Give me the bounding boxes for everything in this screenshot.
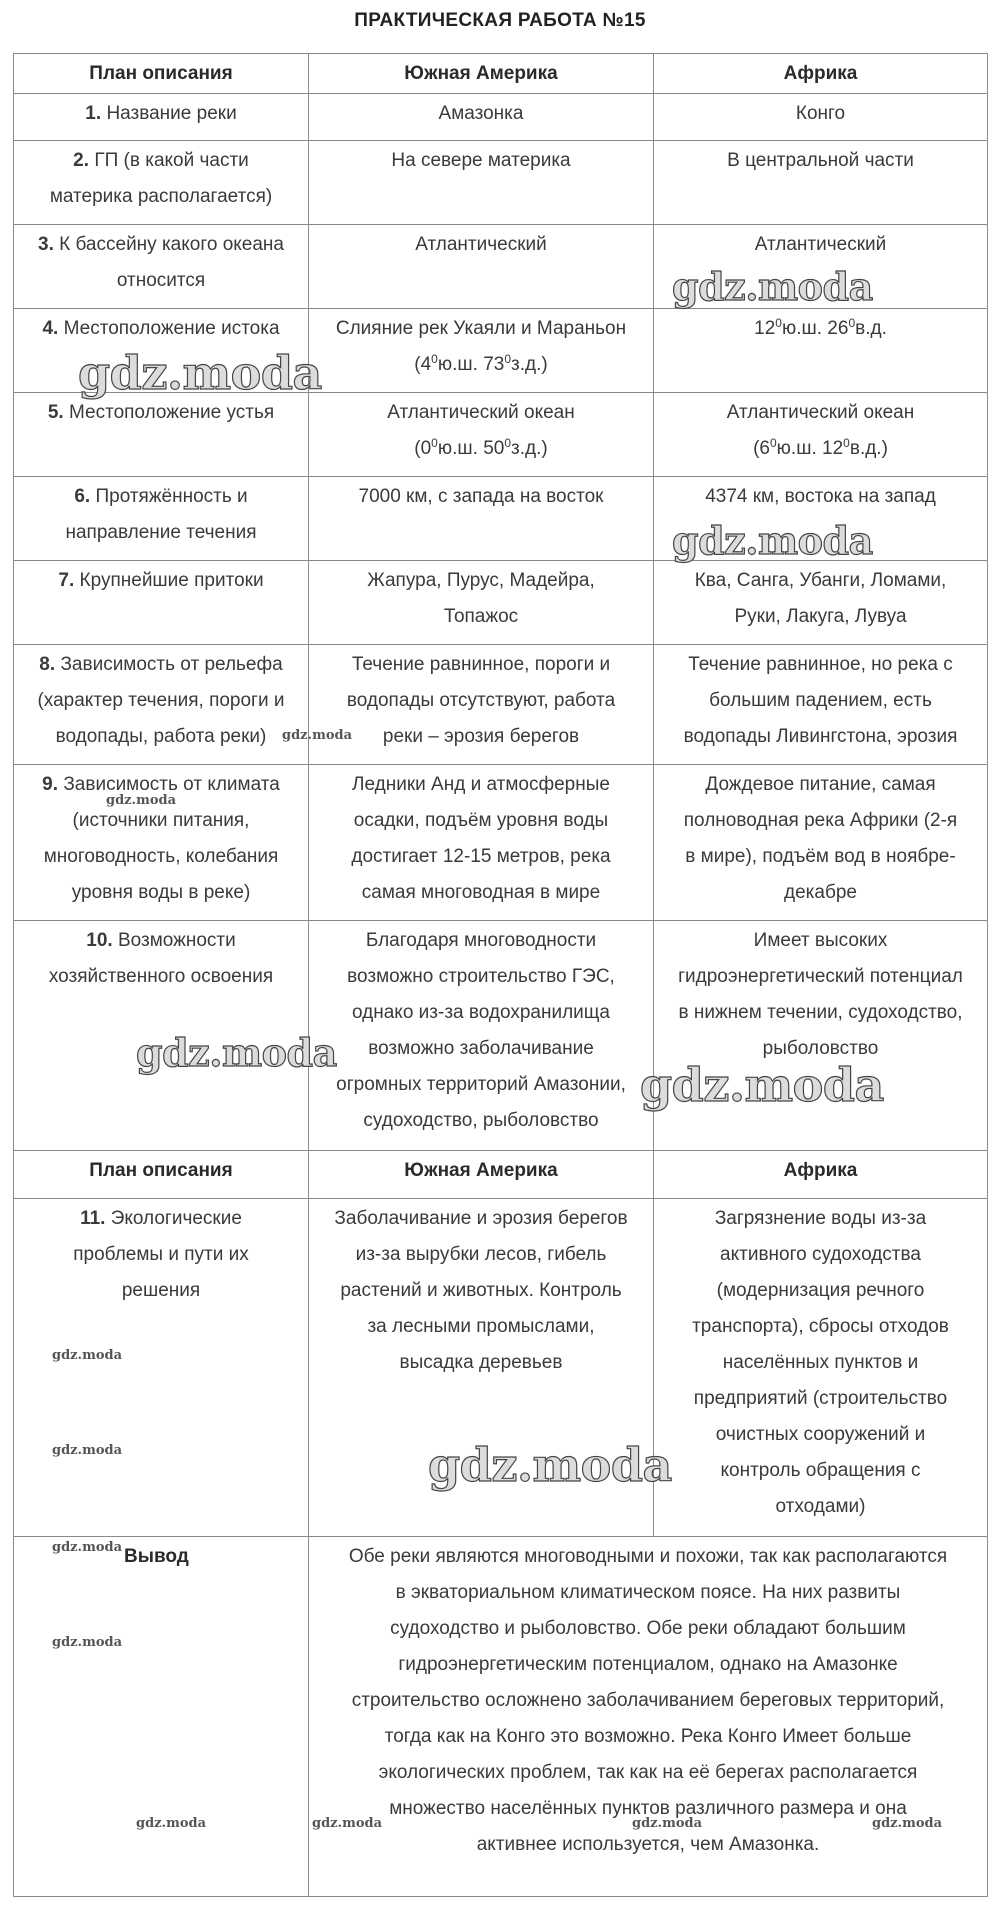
- row-number: 9.: [42, 774, 59, 795]
- watermark: gdz.moda: [632, 1816, 703, 1831]
- cell-africa: 4374 км, востока на запад: [654, 477, 988, 561]
- cell-south-america: Заболачивание и эрозия берегов из-за вырубки лесов, гибель растений и животных. Контроль за лесными промыслами, высадка деревьев: [309, 1199, 654, 1537]
- table-row: [14, 393, 988, 477]
- coordinates: ($0^0ю.ш$. $50^0з.д$.): [414, 436, 548, 459]
- row-label-text: относится: [116, 270, 206, 291]
- header-plan: План описания: [14, 1151, 309, 1199]
- row-number: 7.: [58, 570, 75, 591]
- row-label-text: Протяжённость и: [95, 486, 248, 507]
- watermark: gdz.moda: [52, 1348, 123, 1363]
- row-number: 6.: [74, 486, 91, 507]
- watermark: gdz.moda: [136, 1816, 207, 1831]
- row-label-text: ГП (в какой части: [94, 150, 249, 171]
- row-label-text: Крупнейшие притоки: [79, 570, 264, 591]
- coordinates: ($4^0ю.ш$. $73^0з.д$.): [414, 352, 548, 375]
- table-row: [14, 94, 988, 141]
- cell-africa: [654, 393, 988, 477]
- cell-africa: Течение равнинное, но река с большим падением, есть водопады Ливингстона, эрозия: [654, 645, 988, 765]
- row-label: [14, 393, 309, 477]
- row-label: [14, 94, 309, 141]
- cell-south-america: [309, 309, 654, 393]
- table-row: [14, 561, 988, 645]
- row-label: 10. Возможности хозяйственного освоения: [14, 921, 309, 1151]
- table-row: [14, 309, 988, 393]
- watermark: gdz.moda: [136, 1030, 337, 1075]
- cell-south-america: Амазонка: [309, 94, 654, 141]
- description-table: [13, 53, 988, 1897]
- row-number: 11.: [80, 1208, 106, 1229]
- cell-africa: [654, 309, 988, 393]
- watermark: gdz.moda: [282, 728, 353, 743]
- header-africa: Африка: [654, 54, 988, 94]
- row-number: 1.: [85, 103, 102, 124]
- row-label: [14, 477, 309, 561]
- cell-line: Атлантический океан: [387, 402, 575, 423]
- table-row: [14, 921, 988, 1151]
- row-number: 10.: [86, 930, 113, 951]
- table-row: [14, 645, 988, 765]
- watermark: gdz.moda: [52, 1443, 123, 1458]
- cell-south-america: [309, 393, 654, 477]
- row-number: 3.: [38, 234, 54, 255]
- header-south-america: Южная Америка: [309, 1151, 654, 1199]
- header-south-america: Южная Америка: [309, 54, 654, 94]
- cell-south-america: Благодаря многоводности возможно строительство ГЭС, однако из-за водохранилища возможно заболачивание огромных территорий Амазонии, судоходство, рыболовство: [309, 921, 654, 1151]
- watermark: gdz.moda: [428, 1438, 672, 1492]
- cell-south-america: Атлантический: [309, 225, 654, 309]
- cell-africa: Имеет высоких гидроэнергетический потенциал в нижнем течении, судоходство, рыболовство: [654, 921, 988, 1151]
- row-label-text: Название реки: [106, 103, 237, 124]
- cell-line: Атлантический океан: [726, 402, 915, 423]
- row-label-text: К бассейну какого океана: [59, 234, 284, 255]
- watermark: gdz.moda: [312, 1816, 383, 1831]
- watermark: gdz.moda: [872, 1816, 943, 1831]
- table-row: [14, 141, 988, 225]
- table-row: [14, 477, 988, 561]
- row-label: 8. Зависимость от рельефа (характер течения, пороги и водопады, работа реки): [14, 645, 309, 765]
- row-label: 9. Зависимость от климата (источники питания, многоводность, колебания уровня воды в реке): [14, 765, 309, 921]
- header-row: [14, 54, 988, 94]
- conclusion-label: Вывод: [14, 1537, 309, 1897]
- cell-south-america: Ледники Анд и атмосферные осадки, подъём уровня воды достигает 12-15 метров, река самая многоводная в мире: [309, 765, 654, 921]
- row-label: [14, 141, 309, 225]
- cell-africa: Загрязнение воды из-за активного судоходства (модернизация речного транспорта), сбросы отходов населённых пунктов и предприятий (строительство очистных сооружений и контроль обращения с отходами): [654, 1199, 988, 1537]
- row-label-text: материка располагается): [49, 186, 273, 207]
- watermark: gdz.moda: [106, 793, 177, 808]
- cell-south-america: На севере материка: [309, 141, 654, 225]
- cell-line: Слияние рек Укаяли и Мараньон: [335, 318, 627, 339]
- watermark: gdz.moda: [78, 346, 322, 400]
- watermark: gdz.moda: [52, 1540, 123, 1555]
- header-row: [14, 1151, 988, 1199]
- coordinates: ($6^0ю.ш$. $12^0в.д$.): [753, 436, 888, 459]
- row-number: 5.: [47, 402, 64, 423]
- watermark: gdz.moda: [640, 1058, 884, 1112]
- row-label: [14, 225, 309, 309]
- cell-africa: Конго: [654, 94, 988, 141]
- cell-africa: В центральной части: [654, 141, 988, 225]
- row-label: [14, 561, 309, 645]
- row-number: 8.: [39, 654, 56, 675]
- cell-south-america: Течение равнинное, пороги и водопады отсутствуют, работа реки – эрозия берегов: [309, 645, 654, 765]
- row-number: 2.: [73, 150, 90, 171]
- cell-africa: Дождевое питание, самая полноводная река Африки (2-я в мире), подъём вод в ноябре- декабре: [654, 765, 988, 921]
- cell-africa: Ква, Санга, Убанги, Ломами, Руки, Лакуга, Лувуа: [654, 561, 988, 645]
- row-label: 11. Экологические проблемы и пути их решения: [14, 1199, 309, 1537]
- table-row: [14, 225, 988, 309]
- conclusion-text: Обе реки являются многоводными и похожи, так как располагаются в экваториальном климатическом поясе. На них развиты судоходство и рыболовство. Обе реки обладают большим гидроэнергетическим потенциалом, однако на Амазонке строительство осложнено заболачиванием береговых территорий, тогда как на Конго это возможно. Река Конго Имеет больше экологических проблем, так как на её берегах располагается множество населённых пунктов различного размера и она активнее используется, чем Амазонка.: [309, 1537, 988, 1897]
- page-title: ПРАКТИЧЕСКАЯ РАБОТА №15: [354, 10, 646, 31]
- table-row: [14, 1199, 988, 1537]
- header-africa: Африка: [654, 1151, 988, 1199]
- cell-south-america: 7000 км, с запада на восток: [309, 477, 654, 561]
- row-label-text: Местоположение истока: [63, 318, 280, 339]
- row-number: 4.: [42, 318, 59, 339]
- watermark: gdz.moda: [52, 1635, 123, 1650]
- conclusion-row: [14, 1537, 988, 1897]
- watermark: gdz.moda: [672, 264, 873, 309]
- watermark: gdz.moda: [672, 518, 873, 563]
- row-label-text: направление течения: [65, 522, 257, 543]
- table-row: [14, 765, 988, 921]
- cell-south-america: Жапура, Пурус, Мадейра, Топажос: [309, 561, 654, 645]
- cell-africa: Атлантический: [654, 225, 988, 309]
- row-label-text: Местоположение устья: [68, 402, 275, 423]
- row-label: [14, 309, 309, 393]
- coordinates: $12^0ю.ш$. $26^0в.д$.: [754, 316, 887, 339]
- header-plan: План описания: [14, 54, 309, 94]
